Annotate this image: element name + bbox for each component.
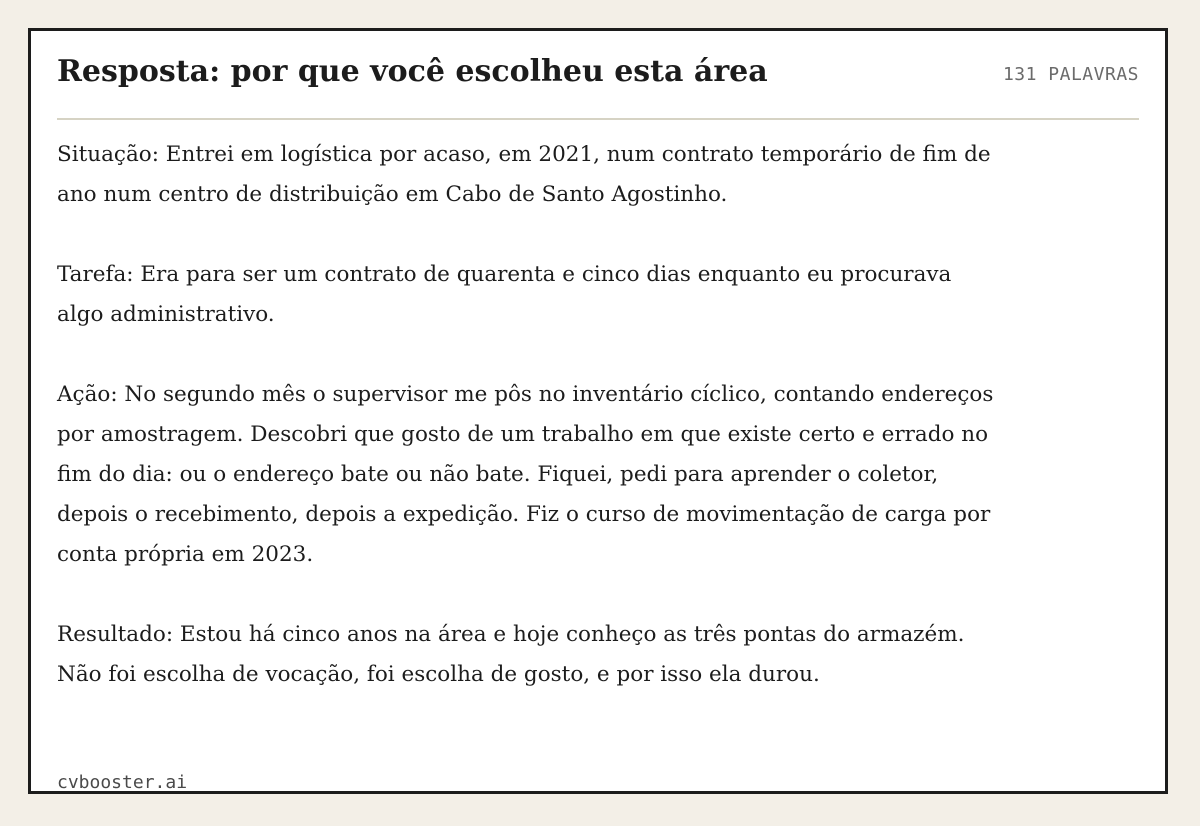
answer-card [28,28,1168,794]
card-header [57,31,1139,120]
answer-body [57,135,997,695]
brand-footer: cvbooster.ai [57,772,188,793]
paragraph-result: Resultado: Estou há cinco anos na área e hoje conheço as três pontas do armazém. Não foi escolha de vocação, foi escolha de gosto, e por isso ela durou. [57,622,965,687]
page-title: Resposta: por que você escolheu esta área [57,54,768,89]
paragraph-situation: Situação: Entrei em logística por acaso, em 2021, num contrato temporário de fim de ano num centro de distribuição em Cabo de Santo Agostinho. [57,142,991,207]
paragraph-action: Ação: No segundo mês o supervisor me pôs no inventário cíclico, contando endereços por amostragem. Descobri que gosto de um trabalho em que existe certo e errado no fim do dia: ou o endereço bate ou não bate. Fiquei, pedi para aprender o coletor, depois o recebimento, depois a expedição. Fiz o curso de movimentação de carga por conta própria em 2023. [57,382,994,567]
paragraph-task: Tarefa: Era para ser um contrato de quarenta e cinco dias enquanto eu procurava algo administrativo. [57,262,952,327]
word-count-label: 131 PALAVRAS [1002,64,1139,85]
